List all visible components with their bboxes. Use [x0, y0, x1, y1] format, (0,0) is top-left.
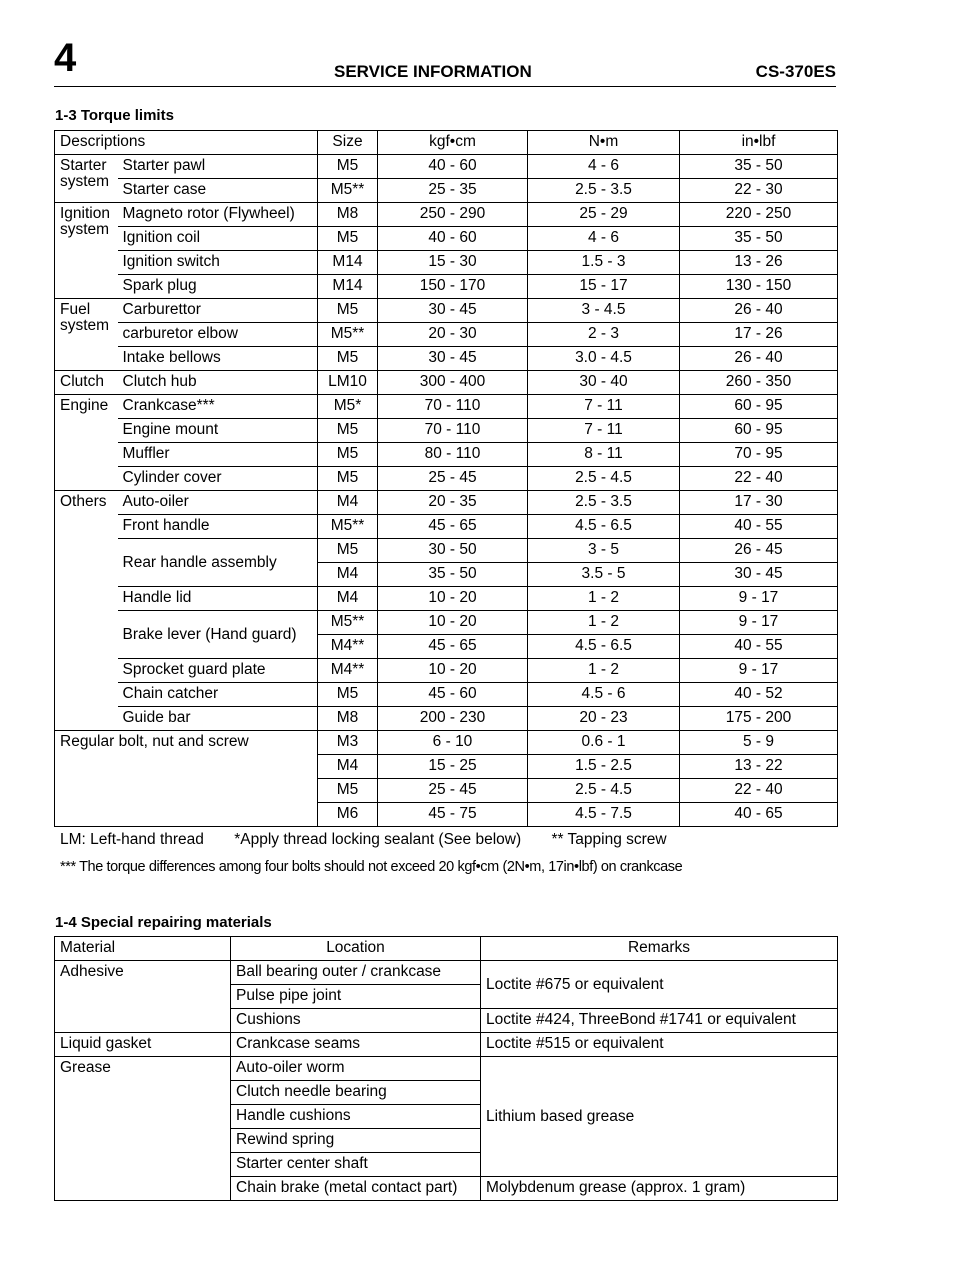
materials-section-title: 1-4 Special repairing materials	[55, 914, 272, 931]
size-cell: M5	[318, 779, 378, 803]
inlbf-cell: 60 - 95	[680, 419, 838, 443]
torque-header-row	[55, 131, 838, 155]
inlbf-cell: 175 - 200	[680, 707, 838, 731]
inlbf-cell: 35 - 50	[680, 227, 838, 251]
inlbf-cell: 9 - 17	[680, 587, 838, 611]
kgfcm-cell: 10 - 20	[378, 611, 528, 635]
description-cell: Starter pawl	[118, 155, 318, 179]
page-number: 4	[54, 36, 77, 80]
kgfcm-cell: 45 - 65	[378, 635, 528, 659]
page-title: SERVICE INFORMATION	[334, 62, 532, 81]
remark-cell: Molybdenum grease (approx. 1 gram)	[481, 1177, 838, 1201]
kgfcm-cell: 70 - 110	[378, 419, 528, 443]
col-nm: N•m	[528, 131, 680, 155]
kgfcm-cell: 20 - 30	[378, 323, 528, 347]
nm-cell: 4.5 - 6.5	[528, 515, 680, 539]
group-others: Others	[55, 491, 118, 731]
note-crankcase: *** The torque differences among four bolts should not exceed 20 kgf•cm (2N•m, 17in•lbf) on crankcase	[60, 859, 683, 875]
table-row	[55, 371, 838, 395]
nm-cell: 1 - 2	[528, 659, 680, 683]
nm-cell: 0.6 - 1	[528, 731, 680, 755]
table-row	[55, 395, 838, 419]
kgfcm-cell: 30 - 50	[378, 539, 528, 563]
size-cell: M5	[318, 155, 378, 179]
kgfcm-cell: 45 - 75	[378, 803, 528, 827]
location-cell: Chain brake (metal contact part)	[231, 1177, 481, 1201]
nm-cell: 1.5 - 3	[528, 251, 680, 275]
inlbf-cell: 220 - 250	[680, 203, 838, 227]
header-divider	[54, 86, 836, 87]
kgfcm-cell: 35 - 50	[378, 563, 528, 587]
model-name: CS-370ES	[755, 62, 836, 81]
location-cell: Cushions	[231, 1009, 481, 1033]
size-cell: M14	[318, 275, 378, 299]
description-cell: Auto-oiler	[118, 491, 318, 515]
location-cell: Handle cushions	[231, 1105, 481, 1129]
table-row	[55, 611, 838, 635]
size-cell: M8	[318, 203, 378, 227]
description-cell: carburetor elbow	[118, 323, 318, 347]
location-cell: Auto-oiler worm	[231, 1057, 481, 1081]
description-cell: Carburettor	[118, 299, 318, 323]
size-cell: M5	[318, 347, 378, 371]
group-regular: Regular bolt, nut and screw	[55, 731, 318, 827]
table-row	[55, 155, 838, 179]
description-cell: Crankcase***	[118, 395, 318, 419]
size-cell: M3	[318, 731, 378, 755]
description-cell: Handle lid	[118, 587, 318, 611]
table-row	[55, 299, 838, 323]
inlbf-cell: 5 - 9	[680, 731, 838, 755]
inlbf-cell: 130 - 150	[680, 275, 838, 299]
size-cell: M4	[318, 755, 378, 779]
size-cell: M4**	[318, 635, 378, 659]
material-adhesive: Adhesive	[55, 961, 231, 1033]
note-lm: LM: Left-hand thread	[60, 831, 204, 848]
kgfcm-cell: 45 - 60	[378, 683, 528, 707]
col-inlbf: in•lbf	[680, 131, 838, 155]
inlbf-cell: 40 - 65	[680, 803, 838, 827]
nm-cell: 30 - 40	[528, 371, 680, 395]
description-cell: Chain catcher	[118, 683, 318, 707]
nm-cell: 1.5 - 2.5	[528, 755, 680, 779]
nm-cell: 3.5 - 5	[528, 563, 680, 587]
kgfcm-cell: 300 - 400	[378, 371, 528, 395]
size-cell: M5	[318, 419, 378, 443]
kgfcm-cell: 10 - 20	[378, 587, 528, 611]
inlbf-cell: 9 - 17	[680, 611, 838, 635]
group-engine: Engine	[55, 395, 118, 491]
kgfcm-cell: 45 - 65	[378, 515, 528, 539]
torque-notes	[60, 831, 667, 849]
inlbf-cell: 40 - 55	[680, 515, 838, 539]
size-cell: M5**	[318, 611, 378, 635]
size-cell: M5	[318, 683, 378, 707]
col-material: Material	[55, 937, 231, 961]
kgfcm-cell: 25 - 35	[378, 179, 528, 203]
inlbf-cell: 22 - 30	[680, 179, 838, 203]
remark-cell: Lithium based grease	[481, 1057, 838, 1177]
inlbf-cell: 26 - 45	[680, 539, 838, 563]
table-row	[55, 227, 838, 251]
nm-cell: 2.5 - 4.5	[528, 779, 680, 803]
inlbf-cell: 22 - 40	[680, 779, 838, 803]
size-cell: M4	[318, 491, 378, 515]
col-descriptions: Descriptions	[55, 131, 318, 155]
kgfcm-cell: 10 - 20	[378, 659, 528, 683]
table-row	[55, 707, 838, 731]
location-cell: Rewind spring	[231, 1129, 481, 1153]
group-clutch: Clutch	[55, 371, 118, 395]
description-cell: Cylinder cover	[118, 467, 318, 491]
material-liquid-gasket: Liquid gasket	[55, 1033, 231, 1057]
nm-cell: 3 - 5	[528, 539, 680, 563]
location-cell: Clutch needle bearing	[231, 1081, 481, 1105]
location-cell: Ball bearing outer / crankcase	[231, 961, 481, 985]
nm-cell: 2.5 - 3.5	[528, 491, 680, 515]
kgfcm-cell: 6 - 10	[378, 731, 528, 755]
size-cell: M5*	[318, 395, 378, 419]
inlbf-cell: 35 - 50	[680, 155, 838, 179]
col-remarks: Remarks	[481, 937, 838, 961]
location-cell: Starter center shaft	[231, 1153, 481, 1177]
group-fuel: Fuel system	[55, 299, 118, 371]
size-cell: M5**	[318, 515, 378, 539]
inlbf-cell: 70 - 95	[680, 443, 838, 467]
table-row	[55, 1057, 838, 1081]
table-row	[55, 1033, 838, 1057]
nm-cell: 25 - 29	[528, 203, 680, 227]
kgfcm-cell: 25 - 45	[378, 779, 528, 803]
group-starter: Starter system	[55, 155, 118, 203]
table-row	[55, 539, 838, 563]
kgfcm-cell: 70 - 110	[378, 395, 528, 419]
kgfcm-cell: 15 - 25	[378, 755, 528, 779]
size-cell: M5	[318, 467, 378, 491]
location-cell: Crankcase seams	[231, 1033, 481, 1057]
nm-cell: 3.0 - 4.5	[528, 347, 680, 371]
inlbf-cell: 13 - 26	[680, 251, 838, 275]
size-cell: LM10	[318, 371, 378, 395]
inlbf-cell: 40 - 52	[680, 683, 838, 707]
remark-cell: Loctite #424, ThreeBond #1741 or equivalent	[481, 1009, 838, 1033]
remark-cell: Loctite #515 or equivalent	[481, 1033, 838, 1057]
inlbf-cell: 26 - 40	[680, 347, 838, 371]
nm-cell: 7 - 11	[528, 419, 680, 443]
nm-cell: 4 - 6	[528, 227, 680, 251]
nm-cell: 20 - 23	[528, 707, 680, 731]
size-cell: M5	[318, 227, 378, 251]
size-cell: M5	[318, 299, 378, 323]
col-location: Location	[231, 937, 481, 961]
nm-cell: 3 - 4.5	[528, 299, 680, 323]
size-cell: M5**	[318, 323, 378, 347]
description-cell: Spark plug	[118, 275, 318, 299]
table-row	[55, 179, 838, 203]
kgfcm-cell: 40 - 60	[378, 227, 528, 251]
inlbf-cell: 17 - 26	[680, 323, 838, 347]
materials-table	[54, 936, 838, 1201]
torque-section-title: 1-3 Torque limits	[55, 107, 174, 124]
kgfcm-cell: 30 - 45	[378, 347, 528, 371]
note-tapping-screw: ** Tapping screw	[551, 831, 667, 848]
inlbf-cell: 13 - 22	[680, 755, 838, 779]
material-grease: Grease	[55, 1057, 231, 1201]
table-row	[55, 323, 838, 347]
description-cell: Ignition switch	[118, 251, 318, 275]
col-size: Size	[318, 131, 378, 155]
table-row	[55, 419, 838, 443]
nm-cell: 2 - 3	[528, 323, 680, 347]
nm-cell: 15 - 17	[528, 275, 680, 299]
nm-cell: 1 - 2	[528, 587, 680, 611]
table-row	[55, 659, 838, 683]
size-cell: M6	[318, 803, 378, 827]
kgfcm-cell: 30 - 45	[378, 299, 528, 323]
nm-cell: 4.5 - 6.5	[528, 635, 680, 659]
description-cell: Guide bar	[118, 707, 318, 731]
table-row	[55, 961, 838, 985]
nm-cell: 4.5 - 7.5	[528, 803, 680, 827]
nm-cell: 8 - 11	[528, 443, 680, 467]
size-cell: M5**	[318, 179, 378, 203]
kgfcm-cell: 80 - 110	[378, 443, 528, 467]
table-row	[55, 467, 838, 491]
kgfcm-cell: 15 - 30	[378, 251, 528, 275]
table-row	[55, 491, 838, 515]
description-cell: Brake lever (Hand guard)	[118, 611, 318, 659]
kgfcm-cell: 25 - 45	[378, 467, 528, 491]
description-cell: Engine mount	[118, 419, 318, 443]
kgfcm-cell: 200 - 230	[378, 707, 528, 731]
table-row	[55, 203, 838, 227]
size-cell: M5	[318, 443, 378, 467]
location-cell: Pulse pipe joint	[231, 985, 481, 1009]
table-row	[55, 587, 838, 611]
table-row	[55, 251, 838, 275]
torque-table	[54, 130, 838, 827]
group-ignition: Ignition system	[55, 203, 118, 299]
table-row	[55, 347, 838, 371]
description-cell: Muffler	[118, 443, 318, 467]
kgfcm-cell: 40 - 60	[378, 155, 528, 179]
nm-cell: 2.5 - 4.5	[528, 467, 680, 491]
inlbf-cell: 60 - 95	[680, 395, 838, 419]
inlbf-cell: 9 - 17	[680, 659, 838, 683]
description-cell: Clutch hub	[118, 371, 318, 395]
description-cell: Magneto rotor (Flywheel)	[118, 203, 318, 227]
inlbf-cell: 22 - 40	[680, 467, 838, 491]
description-cell: Starter case	[118, 179, 318, 203]
table-row	[55, 443, 838, 467]
table-row	[55, 515, 838, 539]
inlbf-cell: 26 - 40	[680, 299, 838, 323]
size-cell: M14	[318, 251, 378, 275]
size-cell: M4	[318, 587, 378, 611]
nm-cell: 7 - 11	[528, 395, 680, 419]
note-apply-sealant: *Apply thread locking sealant (See below)	[234, 831, 522, 848]
table-row	[55, 683, 838, 707]
inlbf-cell: 40 - 55	[680, 635, 838, 659]
col-kgfcm: kgf•cm	[378, 131, 528, 155]
size-cell: M4	[318, 563, 378, 587]
kgfcm-cell: 20 - 35	[378, 491, 528, 515]
kgfcm-cell: 150 - 170	[378, 275, 528, 299]
size-cell: M8	[318, 707, 378, 731]
size-cell: M4**	[318, 659, 378, 683]
description-cell: Rear handle assembly	[118, 539, 318, 587]
description-cell: Front handle	[118, 515, 318, 539]
inlbf-cell: 17 - 30	[680, 491, 838, 515]
remark-cell: Loctite #675 or equivalent	[481, 961, 838, 1009]
materials-header-row	[55, 937, 838, 961]
table-row	[55, 731, 838, 755]
description-cell: Intake bellows	[118, 347, 318, 371]
inlbf-cell: 30 - 45	[680, 563, 838, 587]
table-row	[55, 275, 838, 299]
nm-cell: 2.5 - 3.5	[528, 179, 680, 203]
description-cell: Ignition coil	[118, 227, 318, 251]
nm-cell: 4 - 6	[528, 155, 680, 179]
nm-cell: 1 - 2	[528, 611, 680, 635]
inlbf-cell: 260 - 350	[680, 371, 838, 395]
size-cell: M5	[318, 539, 378, 563]
kgfcm-cell: 250 - 290	[378, 203, 528, 227]
description-cell: Sprocket guard plate	[118, 659, 318, 683]
nm-cell: 4.5 - 6	[528, 683, 680, 707]
